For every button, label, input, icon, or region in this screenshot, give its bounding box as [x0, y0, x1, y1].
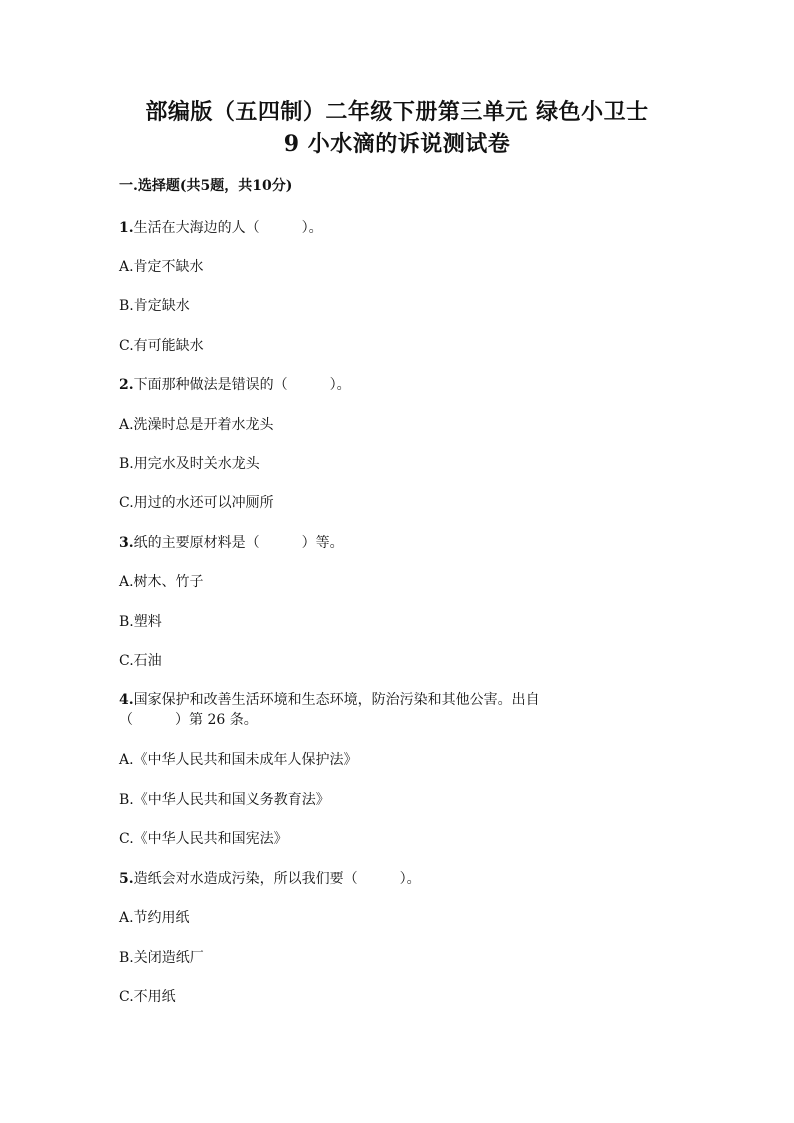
- question-number: 3.: [119, 535, 134, 551]
- option-3a: A.树木、竹子: [119, 574, 204, 590]
- question-stem: 下面那种做法是错误的（ ）。: [133, 377, 351, 393]
- option-3c: C.石油: [119, 653, 162, 669]
- question-5: [119, 869, 421, 889]
- question-stem-line1: 国家保护和改善生活环境和生态环境，防治污染和其他公害。出自: [133, 692, 540, 708]
- section-heading: 一.选择题(共5题，共10分): [119, 178, 293, 194]
- option-1b: B.肯定缺水: [119, 298, 190, 314]
- option-2a: A.洗澡时总是开着水龙头: [119, 417, 274, 433]
- option-1c: C.有可能缺水: [119, 338, 204, 354]
- option-5b: B.关闭造纸厂: [119, 950, 204, 966]
- option-1a: A.肯定不缺水: [119, 259, 204, 275]
- option-5c: C.不用纸: [119, 989, 176, 1005]
- option-4b: B.《中华人民共和国义务教育法》: [119, 792, 330, 808]
- question-stem-line2: （ ）第 26 条。: [119, 712, 258, 728]
- question-number: 5.: [119, 871, 134, 887]
- option-3b: B.塑料: [119, 614, 162, 630]
- question-number: 1.: [119, 220, 134, 236]
- question-stem: 纸的主要原材料是（ ）等。: [133, 535, 344, 551]
- option-2b: B.用完水及时关水龙头: [119, 456, 260, 472]
- question-2: [119, 375, 351, 395]
- exam-title-line1: 部编版（五四制）二年级下册第三单元 绿色小卫士: [145, 99, 649, 125]
- option-4a: A.《中华人民共和国未成年人保护法》: [119, 752, 358, 768]
- option-2c: C.用过的水还可以冲厕所: [119, 495, 274, 511]
- question-number: 4.: [119, 692, 134, 708]
- question-4: [119, 690, 639, 730]
- option-4c: C.《中华人民共和国宪法》: [119, 831, 288, 847]
- question-number: 2.: [119, 377, 134, 393]
- exam-title-line2: 9 小水滴的诉说测试卷: [283, 131, 511, 157]
- question-1: [119, 218, 323, 238]
- question-stem: 生活在大海边的人（ ）。: [133, 220, 323, 236]
- question-3: [119, 533, 344, 553]
- question-stem: 造纸会对水造成污染，所以我们要（ ）。: [133, 871, 421, 887]
- option-5a: A.节约用纸: [119, 910, 190, 926]
